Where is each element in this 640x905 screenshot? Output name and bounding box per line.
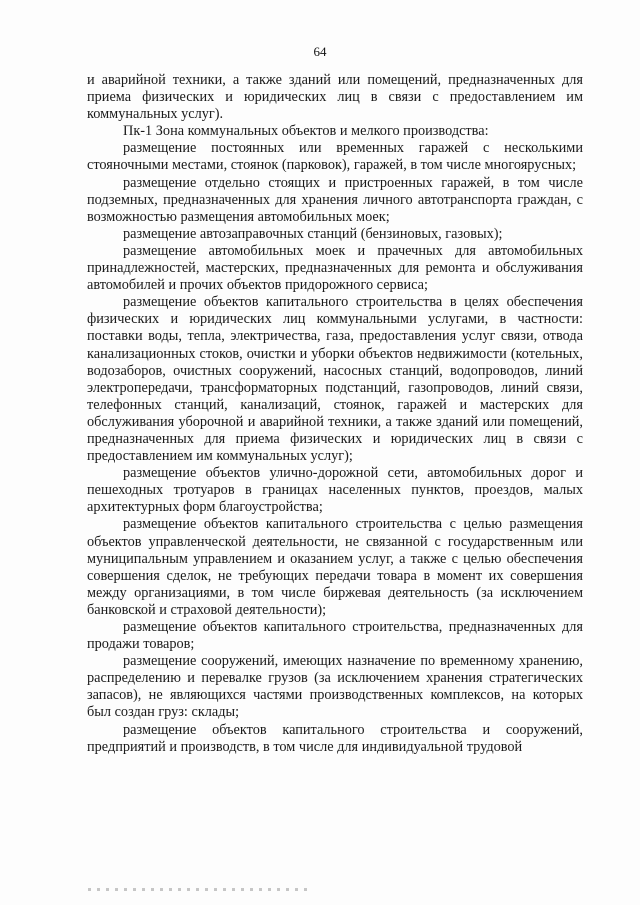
paragraph: размещение объектов улично-дорожной сети, автомобильных дорог и пешеходных тротуаров в границах населенных пунктов, проездов, малых архитектурных форм благоустройства;	[87, 465, 583, 516]
paragraph: размещение автозаправочных станций (бензиновых, газовых);	[123, 225, 503, 242]
paragraph: размещение объектов капитального строительства, предназначенных для продажи товаров;	[87, 619, 583, 653]
page-number: 64	[313, 44, 327, 59]
paragraph: размещение сооружений, имеющих назначение по временному хранению, распределению и перевалке грузов (за исключением хранения стратегических запасов), не являющихся частями производственных комплексов, на которых был создан груз: склады;	[87, 653, 583, 721]
paragraph: размещение объектов капитального строительства с целью размещения объектов управленческой деятельности, не связанной с государственным или муниципальным управлением и оказанием услуг, а также с целью обеспечения совершения сделок, не требующих передачи товара в момент их совершения между организациями, в том числе биржевая деятельность (за исключением банковской и страховой деятельности);	[87, 516, 583, 618]
paragraph: размещение постоянных или временных гаражей с несколькими стояночными местами, стоянок (парковок), гаражей, в том числе многоярусных;	[87, 140, 583, 174]
scan-artifact-marks	[88, 888, 308, 891]
paragraph: и аварийной техники, а также зданий или помещений, предназначенных для приема физических и юридических лиц в связи с предоставлением им коммунальных услуг).	[87, 72, 583, 123]
paragraph: размещение объектов капитального строительства и сооружений, предприятий и производств, в том числе для индивидуальной трудовой	[87, 721, 583, 755]
paragraph: размещение объектов капитального строительства в целях обеспечения физических и юридических лиц коммунальными услугами, в частности: поставки воды, тепла, электричества, газа, предоставления услуг связи, отвода канализационных стоков, очистки и уборки объектов недвижимости (котельных, водозаборов, очистных сооружений, насосных станций, водопроводов, линий электропередачи, трансформаторных подстанций, газопроводов, линий связи, телефонных станций, канализаций, стоянок, гаражей и мастерских для обслуживания уборочной и аварийной техники, а также зданий или помещений, предназначенных для приема физических и юридических лиц в связи с предоставлением им коммунальных услуг);	[87, 294, 583, 465]
paragraph: размещение отдельно стоящих и пристроенных гаражей, в том числе подземных, предназначенных для хранения личного автотранспорта граждан, с возможностью размещения автомобильных моек;	[87, 174, 583, 225]
paragraph: размещение автомобильных моек и прачечных для автомобильных принадлежностей, мастерских, предназначенных для ремонта и обслуживания автомобилей и прочих объектов придорожного сервиса;	[87, 242, 583, 294]
paragraph: Пк-1 Зона коммунальных объектов и мелкого производства:	[123, 123, 489, 140]
document-body	[87, 72, 583, 756]
